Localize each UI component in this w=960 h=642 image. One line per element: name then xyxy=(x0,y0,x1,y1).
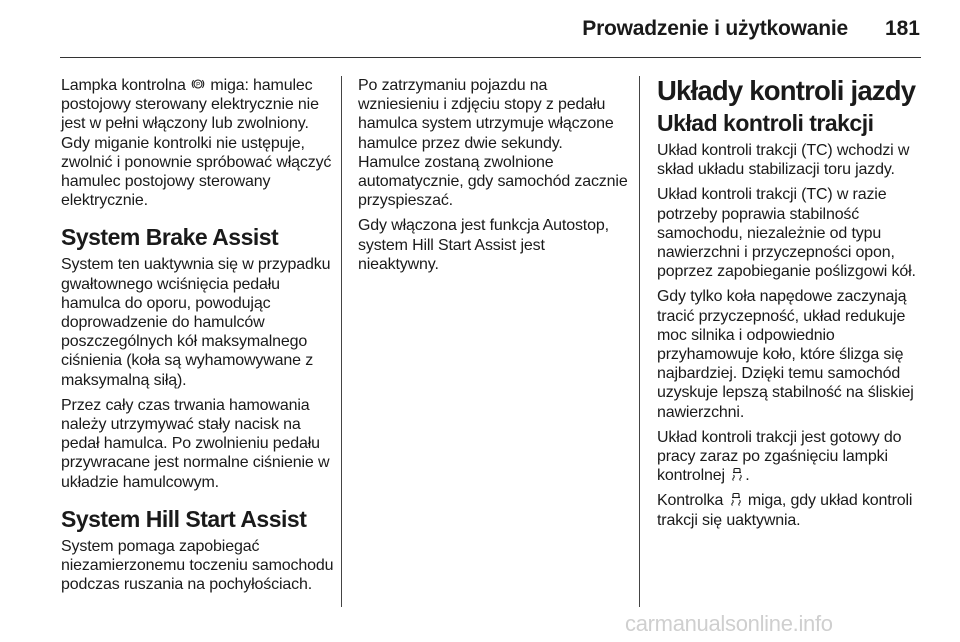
traction-control-icon xyxy=(729,492,743,506)
page-header xyxy=(0,0,960,58)
page-title: Prowadzenie i użytkowanie xyxy=(582,17,848,40)
autostop-paragraph: Gdy włączona jest funkcja Autostop, system Hill Start Assist jest nieaktywny. xyxy=(358,217,609,273)
page-number: 181 xyxy=(884,17,920,40)
traction-control-icon xyxy=(730,467,744,481)
traction-paragraph-1: Układ kontroli trakcji (TC) wchodzi w skład układu stabilizacji toru jazdy. xyxy=(657,142,910,179)
paragraph-text: . xyxy=(745,467,750,485)
brake-warning-paragraph xyxy=(61,76,341,210)
parking-brake-warning-icon xyxy=(191,77,205,91)
paragraph-text: miga, gdy układ kontroli trakcji się uaktywnia. xyxy=(657,492,913,529)
heading-traction-control: Układ kontroli trakcji xyxy=(657,110,874,136)
brake-assist-paragraph-1: System ten uaktywnia się w przypadku gwałtownego wciśnięcia pedału hamulca do oporu, powodując doprowadzenie do hamulców poszczególnych kół maksymalnego ciśnienia (koła są wyhamowywane z maksymalną siłą). xyxy=(61,256,331,389)
paragraph-text: Układ kontroli trakcji jest gotowy do pracy zaraz po zgaśnięciu lampki kontrolnej xyxy=(657,428,902,485)
traction-paragraph-3: Gdy tylko koła napędowe zaczynają tracić przyczepność, układ redukuje moc silnika i odpowiednio przyhamowuje koło, które ślizga się najbardziej. Dzięki temu samochód uzyskuje lepszą stabilność na śliskiej nawierzchni. xyxy=(657,288,914,421)
heading-driving-control-systems: Układy kontroli jazdy xyxy=(657,75,916,106)
paragraph-text: miga: hamulec postojowy sterowany elektrycznie nie jest w pełni włączony lub zwolniony. Gdy miganie kontrolki nie ustępuje, zwolnić i ponownie spróbować włączyć hamulec postojowy sterowany elektrycznie. xyxy=(61,77,332,210)
svg-text:P: P xyxy=(196,82,201,89)
heading-hill-start-assist: System Hill Start Assist xyxy=(61,505,307,532)
hill-start-paragraph-2: Po zatrzymaniu pojazdu na wzniesieniu i zdjęciu stopy z pedału hamulca system utrzymuje włączone hamulce przez dwie sekundy. Hamulce zostaną zwolnione automatycznie, gdy samochód zacznie przyspieszać. xyxy=(358,77,628,210)
paragraph-text: Lampka kontrolna xyxy=(61,77,186,94)
column-1 xyxy=(61,76,341,600)
column-2 xyxy=(358,76,628,280)
brake-assist-paragraph-2: Przez cały czas trwania hamowania należy utrzymywać stały nacisk na pedał hamulca. Po zwolnieniu pedału przywracane jest normalne ciśnienie w układzie hamulcowym. xyxy=(61,396,330,491)
hill-start-paragraph: System pomaga zapobiegać niezamierzonemu toczeniu samochodu podczas ruszania na pochyłościach. xyxy=(61,537,334,594)
column-3 xyxy=(657,76,921,536)
watermark: carmanualsonline.info xyxy=(625,611,833,636)
traction-paragraph-2: Układ kontroli trakcji (TC) w razie potrzeby poprawia stabilność samochodu, niezależnie od typu nawierzchni i przyczepności opon, poprzez zapobieganie poślizgowi kół. xyxy=(657,186,916,281)
heading-brake-assist: System Brake Assist xyxy=(61,224,279,251)
paragraph-text: Kontrolka xyxy=(657,492,724,510)
traction-paragraph-5 xyxy=(657,491,921,529)
traction-paragraph-4 xyxy=(657,428,921,486)
column-divider-2 xyxy=(639,76,640,607)
header-divider xyxy=(60,57,921,58)
column-divider-1 xyxy=(341,76,342,607)
